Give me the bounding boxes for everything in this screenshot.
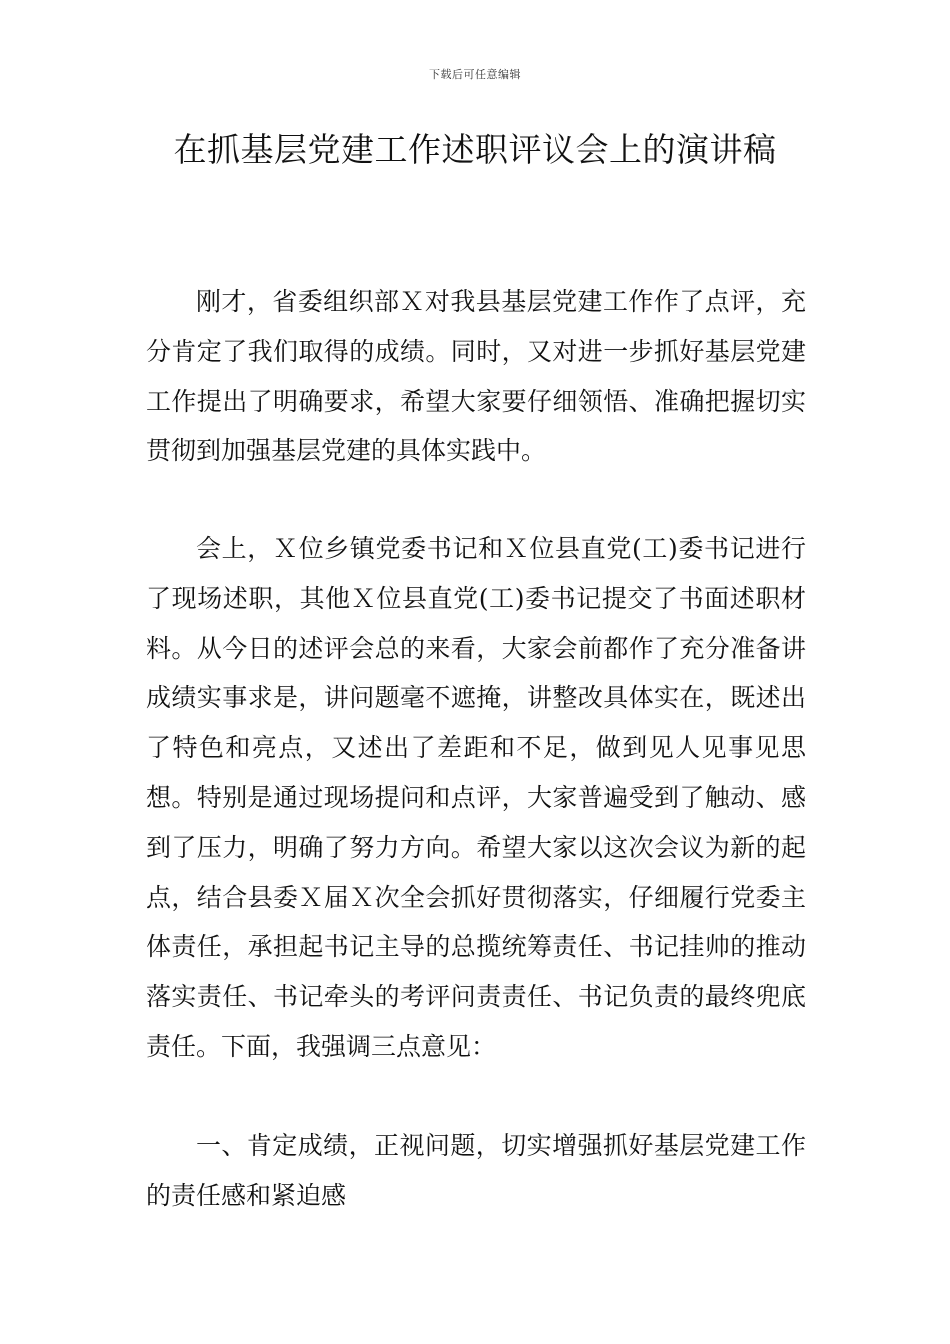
- section-heading-one: 一、肯定成绩，正视问题，切实增强抓好基层党建工作的责任感和紧迫感: [146, 1131, 806, 1210]
- document-title: 在抓基层党建工作述职评议会上的演讲稿: [173, 130, 777, 169]
- paragraph-meeting-summary: 会上，Ｘ位乡镇党委书记和Ｘ位县直党(工)委书记进行了现场述职，其他Ｘ位县直党(工)委书记提交了书面述职材料。从今日的述评会总的来看，大家会前都作了充分准备讲成绩实事求是，讲问题毫不遮掩，讲整改具体实在，既述出了特色和亮点，又述出了差距和不足，做到见人见事见思想。特别是通过现场提问和点评，大家普遍受到了触动、感到了压力，明确了努力方向。希望大家以这次会议为新的起点，结合县委Ｘ届Ｘ次全会抓好贯彻落实，仔细履行党委主体责任，承担起书记主导的总揽统筹责任、书记挂帅的推动落实责任、书记牵头的考评问责责任、书记负责的最终兜底责任。下面，我强调三点意见：: [146, 534, 806, 1061]
- paragraph-opening: 刚才，省委组织部Ｘ对我县基层党建工作作了点评，充分肯定了我们取得的成绩。同时，又对进一步抓好基层党建工作提出了明确要求，希望大家要仔细领悟、准确把握切实贯彻到加强基层党建的具体实践中。: [146, 287, 806, 466]
- header-note: 下载后可任意编辑: [429, 68, 521, 81]
